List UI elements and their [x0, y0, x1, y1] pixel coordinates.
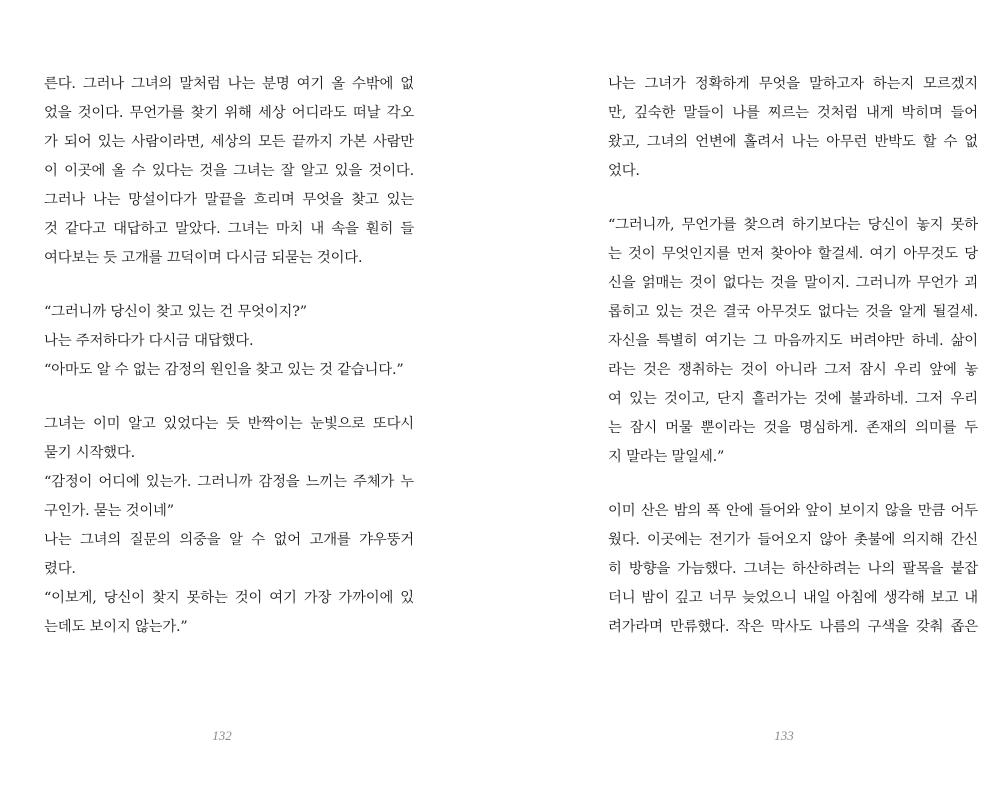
text-line: 여다보는 듯 고개를 끄덕이며 다시금 되묻는 것이다.: [44, 250, 363, 266]
text-line: 었을 것이다. 무언가를 찾기 위해 세상 어디라도 떠날 각오: [44, 105, 414, 121]
text-line: 신을 얽매는 것이 없다는 것을 말이지. 그러니까 무언가 괴: [608, 275, 978, 291]
text-line: 나는 그녀의 질문의 의중을 알 수 없어 고개를 갸우뚱거: [44, 532, 414, 548]
text-line: 그러나 나는 망설이다가 말끝을 흐리며 무엇을 찾고 있는: [44, 192, 414, 208]
text-line: 여 있는 것이고, 단지 흘러가는 것에 불과하네. 그저 우리: [608, 391, 978, 407]
text-line: “그러니까 당신이 찾고 있는 건 무엇이지?”: [44, 304, 307, 320]
page-number: 132: [212, 728, 232, 743]
text-line: 웠다. 이곳에는 전기가 들어오지 않아 촛불에 의지해 간신: [608, 532, 978, 548]
paragraph: [608, 211, 978, 472]
paragraph-gap: [608, 186, 978, 211]
text-line: 것 같다고 대답하고 말았다. 그녀는 마치 내 속을 훤히 들: [44, 221, 414, 237]
paragraph: [44, 70, 414, 273]
text-line: “그러니까, 무언가를 찾으려 하기보다는 당신이 놓지 못하: [608, 217, 978, 233]
paragraph-gap: [608, 472, 978, 497]
text-line: 는 것이 무엇인지를 먼저 찾아야 할걸세. 여기 아무것도 당: [608, 246, 978, 262]
text-line: 가 되어 있는 사람이라면, 세상의 모든 끝까지 가본 사람만: [44, 134, 414, 150]
text-line: 나는 그녀가 정확하게 무엇을 말하고자 하는지 모르겠지: [608, 76, 978, 92]
text-line: 렸다.: [44, 561, 76, 577]
text-line: 자신을 특별히 여기는 그 마음까지도 버려야만 하네. 삶이: [608, 333, 978, 349]
paragraph: [44, 298, 414, 385]
paragraph-gap: [44, 273, 414, 298]
text-line: 만, 깊숙한 말들이 나를 찌르는 것처럼 내게 박히며 들어: [608, 105, 978, 121]
text-line: 는데도 보이지 않는가.”: [44, 619, 188, 635]
right-page: [608, 70, 978, 670]
paragraph: [608, 70, 978, 186]
text-line: “이보게, 당신이 찾지 못하는 것이 여기 가장 가까이에 있: [44, 590, 414, 606]
text-line: 나는 주저하다가 다시금 대답했다.: [44, 333, 254, 349]
text-line: “감정이 어디에 있는가. 그러니까 감정을 느끼는 주체가 누: [44, 474, 414, 490]
text-line: 히 방향을 가늠했다. 그녀는 하산하려는 나의 팔목을 붙잡: [608, 561, 978, 577]
text-line: 묻기 시작했다.: [44, 445, 135, 461]
text-line: 지 말라는 말일세.”: [608, 449, 725, 465]
paragraph: [44, 410, 414, 642]
text-line: 그녀는 이미 알고 있었다는 듯 반짝이는 눈빛으로 또다시: [44, 416, 414, 432]
text-line: 이 이곳에 올 수 있다는 것을 그녀는 잘 알고 있을 것이다.: [44, 163, 414, 179]
text-line: 라는 것은 쟁취하는 것이 아니라 그저 잠시 우리 앞에 놓: [608, 362, 978, 378]
text-line: 는 잠시 머물 뿐이라는 것을 명심하게. 존재의 의미를 두: [608, 420, 978, 436]
left-page: [44, 70, 414, 670]
paragraph: [608, 497, 978, 642]
text-line: 구인가. 묻는 것이네”: [44, 503, 174, 519]
text-line: 더니 밤이 깊고 너무 늦었으니 내일 아침에 생각해 보고 내: [608, 590, 978, 606]
text-line: “아마도 알 수 없는 감정의 원인을 찾고 있는 것 같습니다.”: [44, 362, 404, 378]
text-line: 려가라며 만류했다. 작은 막사도 나름의 구색을 갖춰 좁은: [608, 619, 978, 635]
paragraph-gap: [44, 385, 414, 410]
text-line: 왔고, 그녀의 언변에 홀려서 나는 아무런 반박도 할 수 없: [608, 134, 978, 150]
text-line: 이미 산은 밤의 폭 안에 들어와 앞이 보이지 않을 만큼 어두: [608, 503, 978, 519]
text-line: 른다. 그러나 그녀의 말처럼 나는 분명 여기 올 수밖에 없: [44, 76, 414, 92]
text-line: 었다.: [608, 163, 640, 179]
page-number: 133: [774, 728, 794, 743]
text-line: 롭히고 있는 것은 결국 아무것도 없다는 것을 알게 될걸세.: [608, 304, 978, 320]
